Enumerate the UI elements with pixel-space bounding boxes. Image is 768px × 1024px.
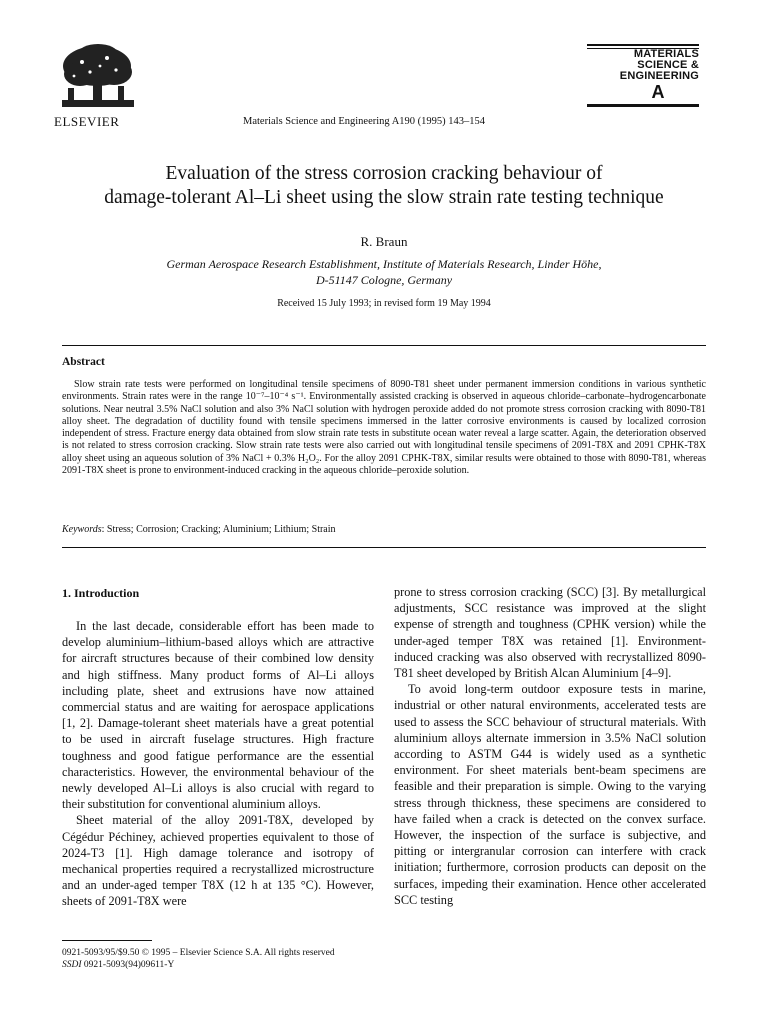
- masthead-line-2: SCIENCE &: [637, 59, 699, 71]
- masthead-line-3: ENGINEERING: [619, 70, 699, 82]
- abstract-rule-top: [62, 345, 706, 346]
- publisher-name: ELSEVIER: [54, 114, 120, 129]
- keywords-label: Keywords: [62, 524, 102, 535]
- author-affiliation: [40, 256, 728, 288]
- affiliation-line-1: German Aerospace Research Establishment, Institute of Materials Research, Linder Höhe,: [166, 257, 602, 271]
- keywords-list: : Stress; Corrosion; Cracking; Aluminium; Lithium; Strain: [101, 524, 336, 535]
- section-heading: 1. Introduction: [62, 586, 140, 600]
- paragraph: To avoid long-term outdoor exposure tests in marine, industrial or other natural environments, accelerated tests are used to assess the SCC behaviour of structural materials. With aluminium alloys alternate immersion in 3.5% NaCl solution according to ASTM G44 is widely used as a synthetic environment. For sheet materials bent-beam specimens are feasible and their preparation is simple. Owing to the varying stress through thickness, these specimens are considered to have failed when a crack is detected on the convex surface. However, the inspection of the surface is subjective, and pitting or intergranular corrosion can interfere with crack initiation; furthermore, corrosion products can deposit on the surfaces, impeding their examination. Hence other accelerated SCC testing: [394, 682, 706, 907]
- copyright-line: 0921-5093/95/$9.50 © 1995 – Elsevier Science S.A. All rights reserved: [62, 948, 335, 958]
- ssdi-label: SSDI: [62, 960, 82, 970]
- title-line-2: damage-tolerant Al–Li sheet using the slow strain rate testing technique: [104, 187, 664, 208]
- paragraph: Sheet material of the alloy 2091-T8X, developed by Cégédur Péchiney, achieved properties equivalent to those of 2024-T3 [1]. High damage tolerance and isotropy of mechanical properties required a recrystallized microstructure and an under-aged temper T8X (12 h at 135 °C). However, sheets of 2091-T8X were: [62, 813, 374, 909]
- paragraph: prone to stress corrosion cracking (SCC) [3]. By metallurgical adjustments, SCC resistance was improved at the slight expense of strength and toughness (CPHK version) while the under-aged temper T8X was retained [1]. Environment-induced cracking was also observed with recrystallized 8090-T81 sheet developed by British Alcan Aluminium [4–9].: [394, 585, 706, 681]
- abstract-text: Slow strain rate tests were performed on longitudinal tensile specimens of 8090-T81 sheet under permanent immersion conditions in various synthetic environments. Strain rates were in the range 10⁻⁷–10⁻⁴ s⁻¹. Environmentally assisted cracking is observed in aqueous chloride–carbonate–hydrogencarbonate solutions. Near neutral 3.5% NaCl solution and also 3% NaCl solution with hydrogen peroxide added do not promote stress corrosion cracking with 8090-T81 alloy sheet. The degradation of ductility found with tensile specimens immersed in the latter corrosive environments is caused by localized corrosion independent of stress. Fracture energy data obtained from slow strain rate tests in substitute ocean water reveal a large scatter. Again, the deterioration observed is not related to stress corrosion cracking. Slow strain rate tests were also carried out with longitudinal tensile specimens of 2091-T8X and 2091 CPHK-T8X alloy sheet using an aqueous solution of 3% NaCl + 0.3% H₂O₂. For the alloy 2091 CPHK-T8X, similar results were obtained to those with 8090-T81, whereas 2091-T8X sheet is prone to environment-induced cracking in the aqueous chloride–peroxide solution.: [62, 379, 706, 477]
- author-name: R. Braun: [360, 234, 408, 249]
- article-title: [40, 162, 728, 210]
- abstract-heading: Abstract: [62, 356, 105, 368]
- ssdi-number: 0921-5093(94)09611-Y: [81, 960, 175, 970]
- journal-masthead: [587, 44, 699, 107]
- paragraph: In the last decade, considerable effort has been made to develop aluminium–lithium-based alloys which are attractive for aircraft structures because of their combined low density and high stiffness. Many product forms of Al–Li alloys including plate, sheet and extrusions have now attained commercial status and are waiting for aerospace applications [1, 2]. Damage-tolerant sheet materials have a great potential to be used in aircraft fuselage structures. High fracture toughness and good fatigue performance are the essential characteristics. However, the environmental behaviour of the newly developed Al–Li alloys is also crucial with regard to their substitution for conventional aluminium alloys.: [62, 619, 374, 812]
- body-column-left: [62, 618, 374, 910]
- title-line-1: Evaluation of the stress corrosion cracking behaviour of: [165, 163, 603, 184]
- masthead-rule-bottom: [587, 105, 699, 107]
- masthead-section-letter: A: [651, 82, 665, 102]
- elsevier-tree-logo: [52, 42, 142, 112]
- abstract-rule-bottom: [62, 547, 706, 548]
- footer-rule: [62, 940, 152, 941]
- journal-reference: Materials Science and Engineering A190 (1995) 143–154: [243, 116, 486, 127]
- copyright-footer: [62, 947, 335, 971]
- keywords: [62, 524, 336, 535]
- received-dates: Received 15 July 1993; in revised form 19 May 1994: [277, 298, 491, 309]
- affiliation-line-2: D-51147 Cologne, Germany: [315, 273, 453, 287]
- masthead-line-1: MATERIALS: [633, 48, 699, 60]
- body-column-right: [394, 584, 706, 908]
- masthead-rule-top: [587, 44, 699, 46]
- ssdi-line: [62, 959, 335, 971]
